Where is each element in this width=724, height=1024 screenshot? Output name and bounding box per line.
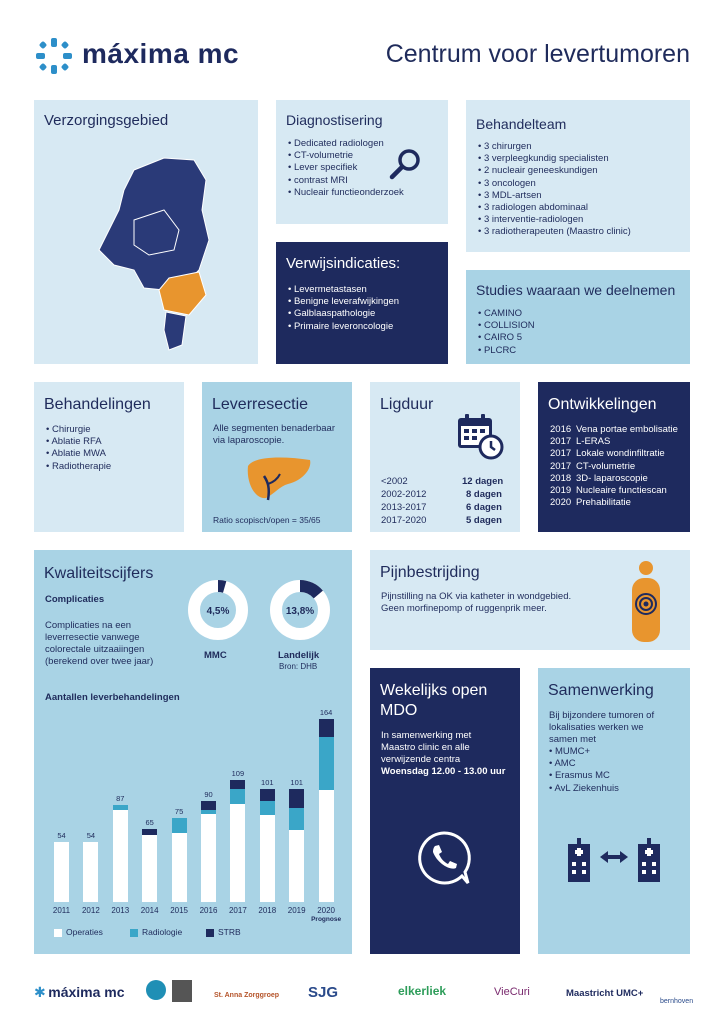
legend-strb: STRB <box>218 927 241 937</box>
data-label-2013: 87 <box>116 793 125 803</box>
leverresectie-ratio: Ratio scopisch/open = 35/65 <box>213 515 321 525</box>
bar-operaties-2012 <box>83 842 98 902</box>
list-item: 2017 Lokale wondinfiltratie <box>550 448 665 460</box>
samenwerking-intro-2: samen met <box>549 734 596 745</box>
ligduur-period-1: 2002-2012 <box>381 489 427 500</box>
donut-landelijk-label: Landelijk <box>278 650 320 661</box>
data-label-2018: 101 <box>261 778 274 788</box>
samenwerking-intro-0: Bij bijzondere tumoren of <box>549 710 655 721</box>
list-item: • Nucleair functieonderzoek <box>288 187 404 199</box>
behandelingen-title: Behandelingen <box>44 396 151 413</box>
bar-operaties-2015 <box>172 833 187 902</box>
x-tick-2019: 2019 <box>287 906 306 915</box>
aantallen-title: Aantallen leverbehandelingen <box>45 692 180 703</box>
bar-strb-2016 <box>201 801 216 810</box>
list-item: • Dedicated radiologen <box>288 138 404 150</box>
list-item: • Levermetastasen <box>288 284 399 296</box>
verwijsindicaties-panel <box>276 242 448 364</box>
footer-logo-elkerliek: elkerliek <box>398 984 447 998</box>
netherlands-map-icon <box>94 150 214 355</box>
bar-radiologie-2016 <box>201 810 216 813</box>
list-item: • CAIRO 5 <box>478 332 535 344</box>
footer-logo-st-anna: St. Anna Zorggroep <box>214 992 280 999</box>
bar-chart <box>34 700 352 930</box>
list-item: • AvL Ziekenhuis <box>549 783 619 795</box>
list-item: • 3 MDL-artsen <box>478 190 631 202</box>
ligduur-days-1: 8 dagen <box>466 489 502 500</box>
x-tick-2015: 2015 <box>170 906 188 915</box>
samenwerking-list <box>549 746 619 795</box>
leverresectie-text2: via laparoscopie. <box>213 435 285 446</box>
x-tick-2020: 2020 <box>317 906 335 915</box>
bar-operaties-2016 <box>201 814 216 902</box>
svg-text:4,5%: 4,5% <box>206 606 230 617</box>
bar-strb-2014 <box>142 829 157 835</box>
studies-panel <box>466 270 690 364</box>
hospitals-exchange-icon <box>566 836 662 882</box>
footer-logo-bernhoven: bernhoven <box>660 998 694 1005</box>
list-item: • Benigne leverafwijkingen <box>288 296 399 308</box>
data-label-2014: 65 <box>145 818 154 828</box>
list-item: • 3 chirurgen <box>478 141 631 153</box>
complicaties-text-1: leverresectie vanwege <box>45 632 140 643</box>
list-item: • 2 nucleair geneeskundigen <box>478 165 631 177</box>
bar-strb-2020 <box>319 719 334 737</box>
legend-swatch-operaties <box>54 929 62 937</box>
bar-radiologie-2015 <box>172 818 187 833</box>
bar-radiologie-2018 <box>260 801 275 814</box>
liver-icon <box>244 454 314 504</box>
leverresectie-panel <box>202 382 352 532</box>
behandelingen-list <box>46 424 111 473</box>
verzorgingsgebied-panel <box>34 100 258 364</box>
maxima-logo <box>34 36 264 76</box>
list-item: • Lever specifiek <box>288 162 404 174</box>
studies-title: Studies waaraan we deelnemen <box>476 282 676 298</box>
x-tick-2012: 2012 <box>81 906 100 915</box>
search-icon <box>388 146 424 182</box>
data-label-2020: 164 <box>319 707 333 717</box>
behandelteam-panel <box>466 100 690 252</box>
diagnostisering-list <box>288 138 404 199</box>
ligduur-panel <box>370 382 520 532</box>
x-tick-2011: 2011 <box>52 906 71 915</box>
ligduur-period-0: <2002 <box>381 476 408 487</box>
ligduur-days-0: 12 dagen <box>462 476 504 487</box>
list-item: 2018 3D- laparoscopie <box>550 472 648 484</box>
mdo-text-0: In samenwerking met <box>381 730 472 741</box>
footer-logo-sjg: SJG <box>308 984 339 1001</box>
list-item: • Erasmus MC <box>549 770 619 782</box>
donut-mmc <box>186 578 250 642</box>
behandelteam-list <box>478 141 631 239</box>
footer-logos <box>34 974 694 1010</box>
complicaties-text-0: Complicaties na een <box>45 620 132 631</box>
footer-logo-maxima: ✱ máxima mc <box>34 984 125 1000</box>
bar-radiologie-2013 <box>113 805 128 811</box>
data-label-2015: 75 <box>174 807 184 817</box>
legend-radiologie: Radiologie <box>142 927 183 937</box>
bar-operaties-2014 <box>142 835 157 902</box>
ligduur-title: Ligduur <box>380 396 434 413</box>
bar-radiologie-2020 <box>319 737 334 791</box>
data-label-2011: 54 <box>57 830 66 840</box>
calendar-clock-icon <box>456 412 504 460</box>
pijn-text1: Pijnstilling na OK via katheter in wondgebied. <box>381 591 572 602</box>
data-label-2017: 109 <box>231 769 245 779</box>
list-item: • COLLISION <box>478 320 535 332</box>
donut-landelijk <box>268 578 332 642</box>
body-pain-icon <box>626 560 666 644</box>
data-label-2019: 101 <box>290 778 303 788</box>
complicaties-title: Complicaties <box>45 594 105 605</box>
pijn-panel <box>370 550 690 650</box>
verwijsindicaties-list <box>288 284 399 333</box>
complicaties-text-3: (berekend over twee jaar) <box>45 656 154 667</box>
behandelteam-title: Behandelteam <box>476 116 567 132</box>
bar-operaties-2019 <box>289 830 304 902</box>
mdo-panel <box>370 668 520 954</box>
pijn-text2: Geen morfinepomp of ruggenprik meer. <box>381 603 547 614</box>
bar-radiologie-2019 <box>289 808 304 830</box>
list-item: • CT-volumetrie <box>288 150 404 162</box>
list-item: • 3 radiologen abdominaal <box>478 202 631 214</box>
ontwikkelingen-title: Ontwikkelingen <box>548 396 657 413</box>
list-item: 2019 Nucleaire functiescan <box>550 485 667 497</box>
bar-strb-2018 <box>260 789 275 801</box>
ontwikkelingen-panel <box>538 382 690 532</box>
ligduur-period-3: 2017-2020 <box>381 515 427 526</box>
ontwikkelingen-list <box>550 424 678 509</box>
x-tick-2017: 2017 <box>228 906 247 915</box>
legend-swatch-strb <box>206 929 214 937</box>
mdo-text-2: verwijzende centra <box>381 754 461 765</box>
pijn-title: Pijnbestrijding <box>380 564 480 581</box>
list-item: • Primaire leveroncologie <box>288 321 399 333</box>
phone-chat-icon <box>416 830 472 886</box>
list-item: • AMC <box>549 758 619 770</box>
samenwerking-panel <box>538 668 690 954</box>
ligduur-days-2: 6 dagen <box>466 502 502 513</box>
studies-list <box>478 308 535 357</box>
verwijsindicaties-title: Verwijsindicaties: <box>286 255 401 272</box>
diagnostisering-title: Diagnostisering <box>286 112 383 128</box>
bar-operaties-2018 <box>260 815 275 902</box>
list-item: 2017 CT-volumetrie <box>550 460 636 472</box>
footer-logo-catharina <box>146 980 194 1002</box>
list-item: • Ablatie RFA <box>46 436 111 448</box>
leverresectie-text1: Alle segmenten benaderbaar <box>213 423 336 434</box>
donut-landelijk-source: Bron: DHB <box>279 662 318 671</box>
page-title: Centrum voor levertumoren <box>385 40 690 68</box>
data-label-2012: 54 <box>86 830 96 840</box>
kwaliteit-panel <box>34 550 352 954</box>
x-tick-2016: 2016 <box>199 906 218 915</box>
list-item: • MUMC+ <box>549 746 619 758</box>
samenwerking-title: Samenwerking <box>548 682 654 699</box>
donut-mmc-label: MMC <box>204 650 227 661</box>
logo-mark-icon: ✱ <box>34 984 46 1000</box>
verzorgingsgebied-title: Verzorgingsgebied <box>44 112 169 129</box>
legend-operaties: Operaties <box>66 927 103 937</box>
mdo-text-1: Maastro clinic en alle <box>381 742 470 753</box>
logo-text: máxima mc <box>82 38 240 69</box>
bar-operaties-2013 <box>113 810 128 902</box>
behandelingen-panel <box>34 382 184 532</box>
bar-operaties-2020 <box>319 790 334 902</box>
logo-mark-icon <box>34 36 74 76</box>
list-item: • Ablatie MWA <box>46 448 111 460</box>
bar-operaties-2011 <box>54 842 69 902</box>
x-tick-2013: 2013 <box>111 906 130 915</box>
mdo-title-1: Wekelijks open <box>380 682 488 699</box>
complicaties-text-2: colorectale uitzaaiingen <box>45 644 145 655</box>
list-item: • 3 interventie-radiologen <box>478 214 631 226</box>
leverresectie-title: Leverresectie <box>212 396 309 413</box>
mdo-title-2: MDO <box>380 702 418 719</box>
list-item: • Radiotherapie <box>46 461 111 473</box>
ligduur-days-3: 5 dagen <box>466 515 502 526</box>
kwaliteit-title: Kwaliteitscijfers <box>44 565 154 582</box>
list-item: 2017 L-ERAS <box>550 436 611 448</box>
ligduur-period-2: 2013-2017 <box>381 502 427 513</box>
list-item: • Chirurgie <box>46 424 111 436</box>
list-item: • CAMINO <box>478 308 535 320</box>
footer-logo-viecuri: VieCuri <box>494 986 530 998</box>
list-item: 2020 Prehabilitatie <box>550 497 631 509</box>
list-item: 2016 Vena portae embolisatie <box>550 424 678 435</box>
data-label-2016: 90 <box>204 790 213 800</box>
mdo-time: Woensdag 12.00 - 13.00 uur <box>381 766 506 777</box>
list-item: • 3 oncologen <box>478 178 631 190</box>
legend <box>54 927 334 941</box>
x-tick-2014: 2014 <box>140 906 159 915</box>
x-tick-prognose: Prognose <box>311 916 342 923</box>
diagnostisering-panel <box>276 100 448 224</box>
svg-text:13,8%: 13,8% <box>285 606 315 617</box>
x-tick-2018: 2018 <box>258 906 277 915</box>
bar-strb-2019 <box>289 789 304 808</box>
list-item: • contrast MRI <box>288 175 404 187</box>
list-item: • 3 verpleegkundig specialisten <box>478 153 631 165</box>
list-item: • 3 radiotherapeuten (Maastro clinic) <box>478 226 631 238</box>
list-item: • Galblaaspathologie <box>288 308 399 320</box>
legend-swatch-radiologie <box>130 929 138 937</box>
bar-strb-2017 <box>230 780 245 789</box>
bar-radiologie-2017 <box>230 789 245 804</box>
samenwerking-intro-1: lokalisaties werken we <box>549 722 644 733</box>
footer-logo-maastricht: Maastricht UMC+ <box>566 988 644 999</box>
bar-operaties-2017 <box>230 804 245 902</box>
list-item: • PLCRC <box>478 345 535 357</box>
